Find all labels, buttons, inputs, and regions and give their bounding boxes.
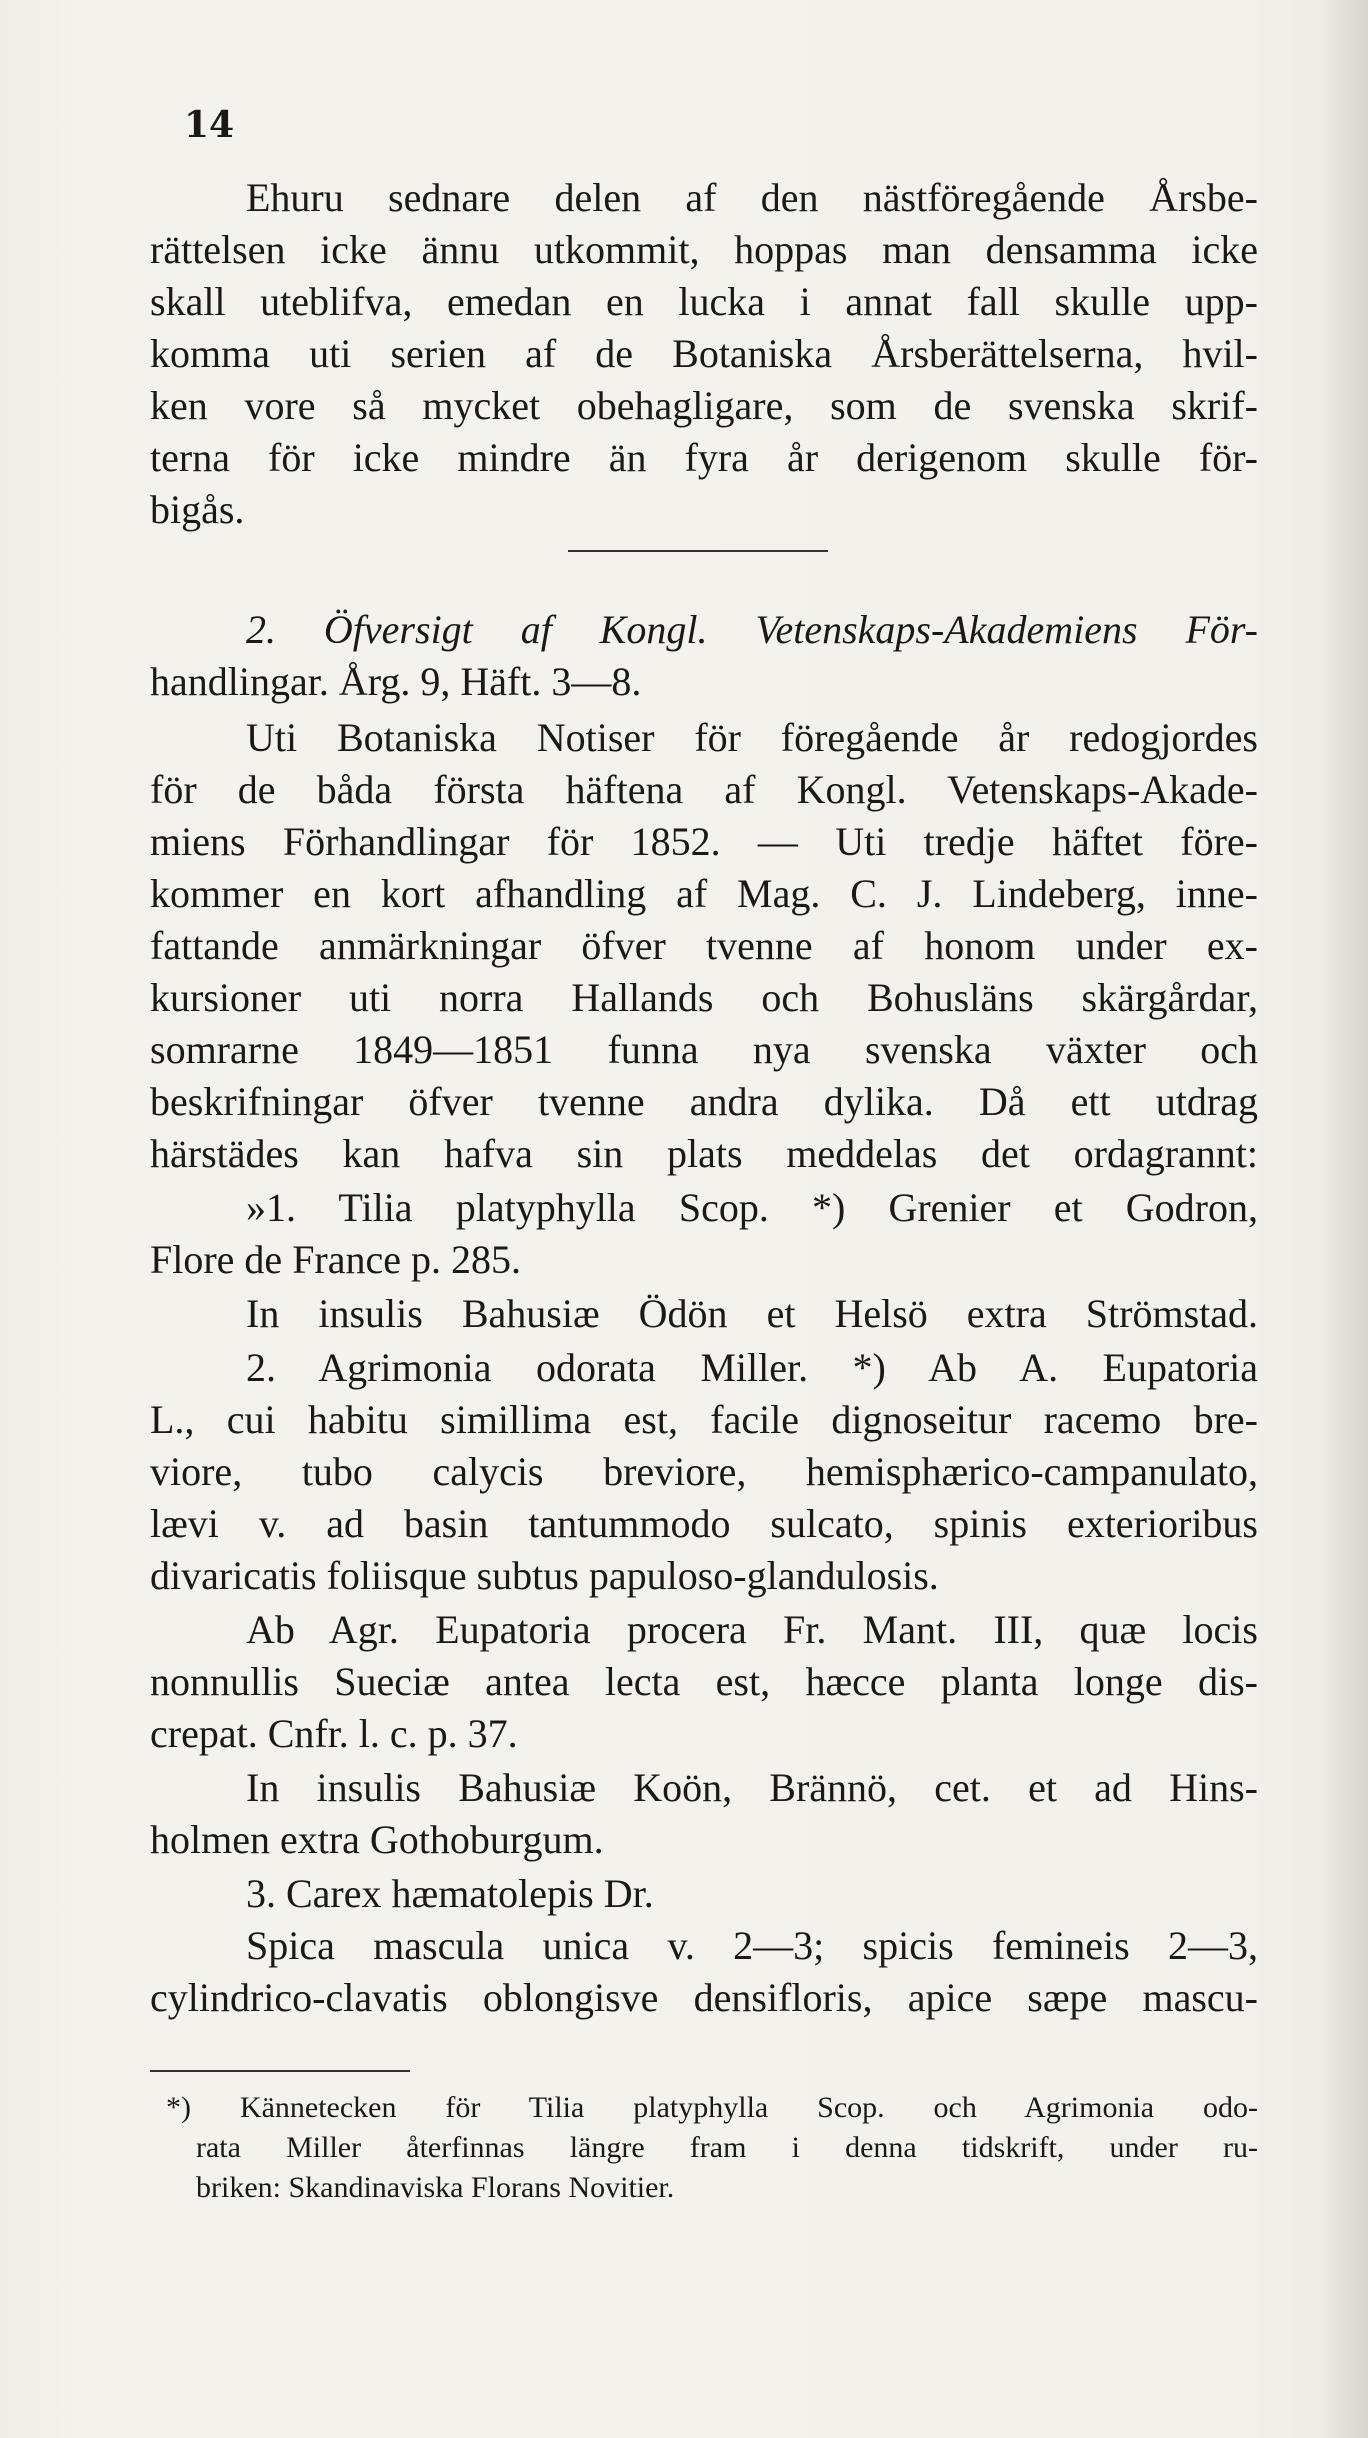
text-line-33: Spica mascula unica v. 2—3; spicis femineis 2—3, — [246, 1923, 1258, 1968]
text-line-2: rättelsen icke ännu utkommit, hoppas man densamma icke — [150, 227, 1258, 272]
text-line-26: divaricatis foliisque subtus papuloso-glandulosis. — [150, 1553, 939, 1598]
text-line-28: nonnullis Sueciæ antea lecta est, hæcce planta longe dis- — [150, 1659, 1258, 1704]
text-line-4: komma uti serien af de Botaniska Årsberättelserna, hvil- — [150, 331, 1258, 376]
text-line-1: Ehuru sednare delen af den nästföregående Årsbe- — [246, 175, 1258, 220]
species-entry-1: »1. Tilia platyphylla Scop. *) Grenier et Godron, — [246, 1185, 1258, 1230]
text-line-30: In insulis Bahusiæ Koön, Brännö, cet. et ad Hins- — [246, 1765, 1258, 1810]
text-line-11: för de båda första häftena af Kongl. Vetenskaps-Akade- — [150, 767, 1258, 812]
text-line-34: cylindrico-clavatis oblongisve densifloris, apice sæpe mascu- — [150, 1975, 1258, 2020]
text-line-14: fattande anmärkningar öfver tvenne af honom under ex- — [150, 923, 1258, 968]
text-line-12: miens Förhandlingar för 1852. — Uti tredje häftet före- — [150, 819, 1258, 864]
text-line-17: beskrifningar öfver tvenne andra dylika. Då ett utdrag — [150, 1079, 1258, 1124]
footnote-line-3: briken: Skandinaviska Florans Novitier. — [196, 2171, 675, 2204]
text-line-21: In insulis Bahusiæ Ödön et Helsö extra Strömstad. — [246, 1291, 1258, 1336]
text-line-5: ken vore så mycket obehagligare, som de svenska skrif- — [150, 383, 1258, 428]
footnote-line-1: *) Kännetecken för Tilia platyphylla Scop. och Agrimonia odo- — [166, 2091, 1258, 2124]
section-heading-line-2: handlingar. Årg. 9, Häft. 3—8. — [150, 659, 642, 704]
section-divider — [568, 550, 828, 552]
text-line-23: L., cui habitu simillima est, facile dignoseitur racemo bre- — [150, 1397, 1258, 1442]
text-line-7: bigås. — [150, 487, 245, 532]
text-line-29: crepat. Cnfr. l. c. p. 37. — [150, 1711, 518, 1756]
footnote-line-2: rata Miller återfinnas längre fram i denna tidskrift, under ru- — [196, 2131, 1258, 2164]
species-entry-2: 2. Agrimonia odorata Miller. *) Ab A. Eupatoria — [246, 1345, 1258, 1390]
text-line-13: kommer en kort afhandling af Mag. C. J. Lindeberg, inne- — [150, 871, 1258, 916]
text-line-15: kursioner uti norra Hallands och Bohusläns skärgårdar, — [150, 975, 1258, 1020]
text-line-31: holmen extra Gothoburgum. — [150, 1817, 604, 1862]
species-entry-3: 3. Carex hæmatolepis Dr. — [246, 1871, 654, 1916]
text-line-25: lævi v. ad basin tantummodo sulcato, spinis exterioribus — [150, 1501, 1258, 1546]
page-number: 14 — [184, 104, 235, 146]
text-line-10: Uti Botaniska Notiser för föregående år redogjordes — [246, 715, 1258, 760]
text-line-3: skall uteblifva, emedan en lucka i annat fall skulle upp- — [150, 279, 1258, 324]
section-heading-line-1: 2. Öfversigt af Kongl. Vetenskaps-Akademiens För- — [246, 607, 1258, 652]
text-line-27: Ab Agr. Eupatoria procera Fr. Mant. III, quæ locis — [246, 1607, 1258, 1652]
footnote-rule — [150, 2070, 410, 2072]
text-line-16: somrarne 1849—1851 funna nya svenska växter och — [150, 1027, 1258, 1072]
page-edge-shadow — [1322, 0, 1368, 2438]
text-line-20: Flore de France p. 285. — [150, 1237, 522, 1282]
text-line-24: viore, tubo calycis breviore, hemisphærico-campanulato, — [150, 1449, 1258, 1494]
text-line-18: härstädes kan hafva sin plats meddelas det ordagrannt: — [150, 1131, 1258, 1176]
text-line-6: terna för icke mindre än fyra år derigenom skulle för- — [150, 435, 1258, 480]
